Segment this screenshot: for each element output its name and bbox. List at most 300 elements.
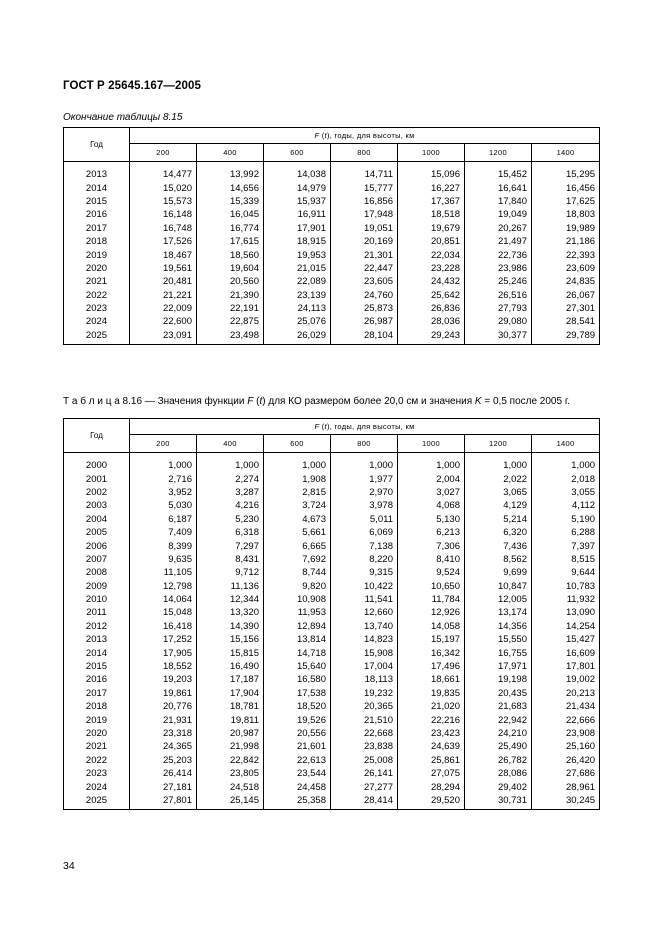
value-cell: 14,058 [398,620,465,633]
table-row [64,195,600,208]
value-cell: 6,288 [532,526,600,539]
value-cell: 15,020 [130,181,197,194]
value-cell: 18,781 [197,700,264,713]
year-cell: 2018 [64,700,130,713]
value-cell: 22,613 [264,754,331,767]
value-cell: 24,639 [398,740,465,753]
value-cell: 28,104 [331,329,398,345]
value-cell: 16,418 [130,620,197,633]
value-cell: 26,782 [465,754,532,767]
table1-body [64,162,600,345]
value-cell: 5,130 [398,513,465,526]
value-cell: 10,783 [532,580,600,593]
value-cell: 22,191 [197,302,264,315]
value-cell: 19,953 [264,248,331,261]
value-cell: 24,432 [398,275,465,288]
value-cell: 5,190 [532,513,600,526]
altitude-header-row [64,435,600,453]
value-cell: 28,541 [532,315,600,328]
value-cell: 22,600 [130,315,197,328]
value-cell: 9,635 [130,553,197,566]
table-row [64,248,600,261]
value-cell: 20,169 [331,235,398,248]
value-cell: 19,203 [130,673,197,686]
year-cell: 2020 [64,727,130,740]
year-cell: 2013 [64,162,130,182]
value-cell: 15,096 [398,162,465,182]
table-row [64,208,600,221]
year-cell: 2012 [64,620,130,633]
value-cell: 21,015 [264,262,331,275]
table-row [64,566,600,579]
year-cell: 2022 [64,754,130,767]
table-row [64,329,600,345]
value-cell: 25,145 [197,794,264,810]
year-cell: 2019 [64,248,130,261]
value-cell: 26,141 [331,767,398,780]
value-cell: 27,075 [398,767,465,780]
value-cell: 8,744 [264,566,331,579]
year-cell: 2021 [64,740,130,753]
table-row [64,794,600,810]
value-cell: 14,656 [197,181,264,194]
altitude-column-header: 400 [197,144,264,162]
altitude-column-header: 1400 [532,435,600,453]
value-cell: 13,174 [465,606,532,619]
year-cell: 2016 [64,673,130,686]
value-cell: 27,801 [130,794,197,810]
value-cell: 7,297 [197,539,264,552]
table-row [64,262,600,275]
table-row [64,646,600,659]
value-cell: 16,456 [532,181,600,194]
table2-body [64,453,600,810]
value-cell: 15,339 [197,195,264,208]
value-cell: 13,090 [532,606,600,619]
table-row [64,660,600,673]
value-cell: 28,086 [465,767,532,780]
value-cell: 22,736 [465,248,532,261]
value-cell: 9,699 [465,566,532,579]
value-cell: 16,490 [197,660,264,673]
page-number: 34 [63,860,75,872]
value-cell: 15,573 [130,195,197,208]
value-cell: 7,306 [398,539,465,552]
value-cell: 13,320 [197,606,264,619]
value-cell: 19,604 [197,262,264,275]
value-cell: 11,541 [331,593,398,606]
year-cell: 2002 [64,486,130,499]
value-cell: 20,560 [197,275,264,288]
value-cell: 7,397 [532,539,600,552]
value-cell: 25,861 [398,754,465,767]
value-cell: 26,516 [465,289,532,302]
value-cell: 17,526 [130,235,197,248]
altitude-column-header: 600 [264,435,331,453]
value-cell: 6,665 [264,539,331,552]
value-cell: 21,497 [465,235,532,248]
value-cell: 14,979 [264,181,331,194]
value-cell: 13,740 [331,620,398,633]
value-cell: 14,254 [532,620,600,633]
value-cell: 21,301 [331,248,398,261]
value-cell: 18,661 [398,673,465,686]
altitude-span-header: F (t), годы, для высоты, км [130,419,600,435]
value-cell: 15,815 [197,646,264,659]
year-cell: 2015 [64,660,130,673]
value-cell: 5,214 [465,513,532,526]
year-cell: 2008 [64,566,130,579]
value-cell: 3,724 [264,499,331,512]
value-cell: 6,069 [331,526,398,539]
value-cell: 25,008 [331,754,398,767]
value-cell: 18,552 [130,660,197,673]
value-cell: 21,510 [331,713,398,726]
table-row [64,593,600,606]
value-cell: 20,851 [398,235,465,248]
value-cell: 2,004 [398,472,465,485]
table-row [64,754,600,767]
value-cell: 20,435 [465,687,532,700]
value-cell: 21,020 [398,700,465,713]
year-cell: 2015 [64,195,130,208]
value-cell: 12,660 [331,606,398,619]
altitude-column-header: 800 [331,144,398,162]
value-cell: 26,420 [532,754,600,767]
value-cell: 24,458 [264,780,331,793]
value-cell: 17,948 [331,208,398,221]
value-cell: 22,393 [532,248,600,261]
value-cell: 22,942 [465,713,532,726]
value-cell: 16,045 [197,208,264,221]
table-row [64,539,600,552]
value-cell: 9,820 [264,580,331,593]
table-row [64,289,600,302]
value-cell: 16,911 [264,208,331,221]
value-cell: 17,187 [197,673,264,686]
value-cell: 10,908 [264,593,331,606]
table-row [64,315,600,328]
value-cell: 25,642 [398,289,465,302]
year-cell: 2014 [64,646,130,659]
value-cell: 5,011 [331,513,398,526]
value-cell: 20,776 [130,700,197,713]
value-cell: 3,027 [398,486,465,499]
value-cell: 29,080 [465,315,532,328]
value-cell: 16,748 [130,222,197,235]
year-cell: 2023 [64,767,130,780]
value-cell: 21,221 [130,289,197,302]
value-cell: 1,000 [197,453,264,473]
year-cell: 2018 [64,235,130,248]
table-row [64,633,600,646]
value-cell: 23,838 [331,740,398,753]
year-cell: 2011 [64,606,130,619]
value-cell: 30,377 [465,329,532,345]
table1-caption: Окончание таблицы 8.15 [63,112,183,123]
value-cell: 27,793 [465,302,532,315]
value-cell: 23,318 [130,727,197,740]
value-cell: 19,989 [532,222,600,235]
year-cell: 2025 [64,329,130,345]
value-cell: 6,318 [197,526,264,539]
year-cell: 2019 [64,713,130,726]
value-cell: 26,067 [532,289,600,302]
value-cell: 14,390 [197,620,264,633]
value-cell: 14,823 [331,633,398,646]
year-cell: 2007 [64,553,130,566]
value-cell: 26,987 [331,315,398,328]
value-cell: 24,113 [264,302,331,315]
value-cell: 11,932 [532,593,600,606]
value-cell: 16,342 [398,646,465,659]
value-cell: 2,018 [532,472,600,485]
value-cell: 17,905 [130,646,197,659]
value-cell: 3,055 [532,486,600,499]
value-cell: 5,030 [130,499,197,512]
year-cell: 2021 [64,275,130,288]
value-cell: 22,842 [197,754,264,767]
value-cell: 12,926 [398,606,465,619]
year-cell: 2001 [64,472,130,485]
value-cell: 2,716 [130,472,197,485]
table-row [64,767,600,780]
value-cell: 14,064 [130,593,197,606]
value-cell: 19,861 [130,687,197,700]
value-cell: 3,952 [130,486,197,499]
value-cell: 12,005 [465,593,532,606]
value-cell: 22,009 [130,302,197,315]
value-cell: 7,692 [264,553,331,566]
table-row [64,235,600,248]
table-row [64,486,600,499]
value-cell: 15,777 [331,181,398,194]
value-cell: 14,718 [264,646,331,659]
value-cell: 22,666 [532,713,600,726]
table-row [64,780,600,793]
value-cell: 2,274 [197,472,264,485]
value-cell: 11,136 [197,580,264,593]
altitude-column-header: 200 [130,435,197,453]
value-cell: 2,815 [264,486,331,499]
value-cell: 5,661 [264,526,331,539]
value-cell: 22,034 [398,248,465,261]
value-cell: 17,904 [197,687,264,700]
year-cell: 2000 [64,453,130,473]
value-cell: 23,498 [197,329,264,345]
value-cell: 25,203 [130,754,197,767]
table-row [64,700,600,713]
value-cell: 10,847 [465,580,532,593]
value-cell: 20,481 [130,275,197,288]
table-row [64,740,600,753]
value-cell: 26,414 [130,767,197,780]
value-cell: 29,402 [465,780,532,793]
value-cell: 10,650 [398,580,465,593]
value-cell: 13,814 [264,633,331,646]
altitude-span-header: F (t), годы, для высоты, км [130,128,600,144]
value-cell: 21,186 [532,235,600,248]
altitude-column-header: 1000 [398,144,465,162]
value-cell: 8,515 [532,553,600,566]
value-cell: 17,367 [398,195,465,208]
value-cell: 19,526 [264,713,331,726]
value-cell: 25,490 [465,740,532,753]
value-cell: 19,049 [465,208,532,221]
altitude-column-header: 1200 [465,435,532,453]
value-cell: 20,556 [264,727,331,740]
altitude-column-header: 1000 [398,435,465,453]
value-cell: 8,410 [398,553,465,566]
value-cell: 16,641 [465,181,532,194]
value-cell: 13,992 [197,162,264,182]
value-cell: 26,029 [264,329,331,345]
year-cell: 2024 [64,315,130,328]
value-cell: 23,091 [130,329,197,345]
value-cell: 18,520 [264,700,331,713]
value-cell: 16,774 [197,222,264,235]
value-cell: 15,640 [264,660,331,673]
table2-caption: Т а б л и ц а 8.16 — Значения функции F (t) для КО размером более 20,0 см и значения K = 0,5 после 2005 г. [63,396,571,407]
value-cell: 5,230 [197,513,264,526]
value-cell: 23,139 [264,289,331,302]
value-cell: 9,524 [398,566,465,579]
value-cell: 25,160 [532,740,600,753]
value-cell: 2,970 [331,486,398,499]
value-cell: 23,986 [465,262,532,275]
value-cell: 16,148 [130,208,197,221]
year-cell: 2010 [64,593,130,606]
table-row [64,620,600,633]
value-cell: 6,320 [465,526,532,539]
table-8-15-continuation [63,127,600,345]
value-cell: 17,840 [465,195,532,208]
value-cell: 12,798 [130,580,197,593]
value-cell: 23,605 [331,275,398,288]
value-cell: 4,129 [465,499,532,512]
value-cell: 19,679 [398,222,465,235]
value-cell: 15,452 [465,162,532,182]
value-cell: 17,496 [398,660,465,673]
value-cell: 1,000 [130,453,197,473]
value-cell: 14,711 [331,162,398,182]
table-8-16 [63,418,600,810]
value-cell: 9,644 [532,566,600,579]
value-cell: 19,811 [197,713,264,726]
value-cell: 19,002 [532,673,600,686]
table-row [64,302,600,315]
value-cell: 4,216 [197,499,264,512]
value-cell: 21,601 [264,740,331,753]
value-cell: 16,856 [331,195,398,208]
value-cell: 25,246 [465,275,532,288]
value-cell: 11,953 [264,606,331,619]
value-cell: 22,216 [398,713,465,726]
value-cell: 17,004 [331,660,398,673]
value-cell: 21,998 [197,740,264,753]
value-cell: 8,220 [331,553,398,566]
value-cell: 19,051 [331,222,398,235]
year-cell: 2023 [64,302,130,315]
value-cell: 11,105 [130,566,197,579]
value-cell: 28,961 [532,780,600,793]
year-column-header: Год [64,419,130,453]
value-cell: 23,228 [398,262,465,275]
value-cell: 6,213 [398,526,465,539]
year-column-header: Год [64,128,130,162]
value-cell: 29,243 [398,329,465,345]
value-cell: 17,615 [197,235,264,248]
value-cell: 18,803 [532,208,600,221]
value-cell: 15,197 [398,633,465,646]
value-cell: 24,210 [465,727,532,740]
value-cell: 15,295 [532,162,600,182]
table-row [64,472,600,485]
value-cell: 4,673 [264,513,331,526]
value-cell: 8,399 [130,539,197,552]
value-cell: 2,022 [465,472,532,485]
value-cell: 22,447 [331,262,398,275]
value-cell: 15,937 [264,195,331,208]
value-cell: 7,138 [331,539,398,552]
value-cell: 24,835 [532,275,600,288]
year-cell: 2017 [64,222,130,235]
value-cell: 24,518 [197,780,264,793]
value-cell: 18,113 [331,673,398,686]
value-cell: 1,977 [331,472,398,485]
value-cell: 25,873 [331,302,398,315]
value-cell: 14,038 [264,162,331,182]
value-cell: 7,436 [465,539,532,552]
altitude-header-row [64,144,600,162]
value-cell: 23,908 [532,727,600,740]
value-cell: 30,731 [465,794,532,810]
altitude-column-header: 1400 [532,144,600,162]
value-cell: 16,227 [398,181,465,194]
value-cell: 28,036 [398,315,465,328]
table-row [64,713,600,726]
value-cell: 27,301 [532,302,600,315]
value-cell: 8,431 [197,553,264,566]
year-cell: 2024 [64,780,130,793]
value-cell: 1,000 [532,453,600,473]
value-cell: 18,467 [130,248,197,261]
table-row [64,526,600,539]
value-cell: 19,198 [465,673,532,686]
table-row [64,453,600,473]
value-cell: 3,287 [197,486,264,499]
document-header: ГОСТ Р 25645.167—2005 [63,80,201,92]
value-cell: 23,423 [398,727,465,740]
altitude-column-header: 800 [331,435,398,453]
year-cell: 2003 [64,499,130,512]
value-cell: 27,686 [532,767,600,780]
value-cell: 3,978 [331,499,398,512]
value-cell: 21,931 [130,713,197,726]
altitude-column-header: 400 [197,435,264,453]
value-cell: 18,915 [264,235,331,248]
value-cell: 18,560 [197,248,264,261]
value-cell: 8,562 [465,553,532,566]
year-cell: 2017 [64,687,130,700]
value-cell: 22,089 [264,275,331,288]
value-cell: 25,076 [264,315,331,328]
table-row [64,499,600,512]
value-cell: 20,365 [331,700,398,713]
value-cell: 29,520 [398,794,465,810]
value-cell: 20,987 [197,727,264,740]
value-cell: 20,267 [465,222,532,235]
